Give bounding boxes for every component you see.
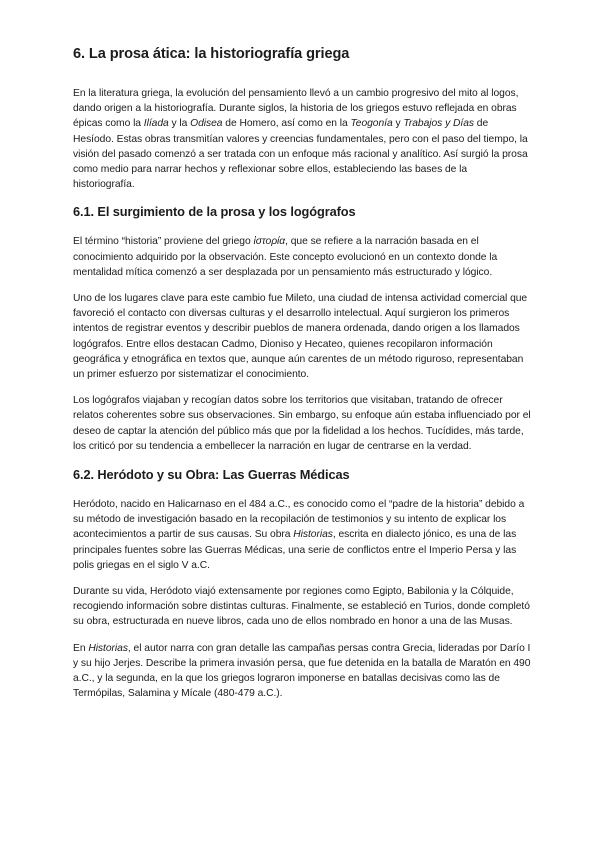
greek-term: ἱστορία: [253, 236, 286, 248]
text-run: El término “historia” proviene del griego: [73, 236, 254, 248]
text-run: , escrita en dialecto jónico, es una de las principales fuentes sobre las Guerras Médicas, una serie de conflictos entre el Imperio Persa y las polis griegas en el siglo V a.C.: [73, 529, 517, 571]
paragraph-herodoto: [73, 497, 531, 573]
paragraph-campanas: [73, 641, 531, 702]
text-run: En la literatura griega, la evolución del pensamiento llevó a un cambio progresivo del mito al logos, dando origen a la historiografía. Durante siglos, la historia de los griegos estuvo reflejada en obras épicas como la: [73, 88, 519, 130]
italic-title-historias: Historias: [293, 529, 333, 541]
paragraph-historia-term: [73, 234, 531, 280]
text-run: Heródoto, nacido en Halicarnaso en el 484 a.C., es conocido como el “padre de la historia” debido a su método de investigación basado en la recopilación de testimonios y su intento de explicar los acontecimientos a partir de sus causas. Su obra: [73, 499, 525, 541]
paragraph-viajes: Durante su vida, Heródoto viajó extensamente por regiones como Egipto, Babilonia y la Cólquide, recogiendo información sobre distintas culturas. Finalmente, se estableció en Turios, donde completó su obra, estructurada en nueve libros, cada uno de ellos nombrado en honor a una de las Musas.: [73, 586, 530, 628]
italic-title-historias: Historias: [88, 642, 128, 654]
italic-title-iliada: Ilíada: [143, 118, 169, 130]
text-run: En: [73, 642, 89, 654]
document-page: [73, 44, 531, 713]
paragraph-mileto: Uno de los lugares clave para este cambio fue Mileto, una ciudad de intensa actividad comercial que favoreció el contacto con diversas culturas y el desarrollo intelectual. Aquí surgieron los primeros intentos de registrar eventos y describir pueblos de manera ordenada, dando origen a los llamados logógrafos. Entre ellos destacan Cadmo, Dioniso y Hecateo, quienes recopilaron información geográfica y etnográfica en textos que, aunque aún carentes de un método riguroso, representaban un primer esfuerzo por sistematizar el conocimiento.: [73, 293, 528, 381]
text-run: , que se refiere a la narración basada en el conocimiento adquirido por la observación. Este concepto evolucionó en un contexto donde la mentalidad mítica comenzó a ser desplazada por un pensamiento más estructurado y lógico.: [73, 236, 498, 278]
italic-title-trabajos: Trabajos y Días: [403, 118, 474, 130]
italic-title-odisea: Odisea: [190, 118, 223, 130]
text-run: de Hesíodo. Estas obras transmitían valores y creencias fundamentales, pero con el paso del tiempo, la visión del pasado comenzó a ser tratada con un enfoque más racional y analítico. Así surgió la prosa como medio para narrar hechos y reflexionar sobre ellos, estableciendo las bases de la historiografía.: [73, 118, 528, 191]
text-run: , el autor narra con gran detalle las campañas persas contra Grecia, lideradas por Darío I y su hijo Jerjes. Describe la primera invasión persa, que fue detenida en la batalla de Maratón en 490 a.C., y la segunda, en la que los griegos lograron imponerse en batallas decisivas como las de Termópilas, Salamina y Mícale (480-479 a.C.).: [73, 642, 531, 700]
text-run: y: [392, 118, 404, 130]
italic-title-teogonia: Teogonía: [350, 118, 393, 130]
subsection-title-6-2: 6.2. Heródoto y su Obra: Las Guerras Médicas: [73, 467, 350, 483]
text-run: y la: [168, 118, 191, 130]
text-run: de Homero, así como en la: [222, 118, 351, 130]
intro-paragraph: [73, 86, 531, 192]
paragraph-logografos: Los logógrafos viajaban y recogían datos sobre los territorios que visitaban, tratando de ofrecer relatos coherentes sobre sus observaciones. Sin embargo, su enfoque aún estaba influenciado por el deseo de captar la atención del público más que por la fidelidad a los hechos. Tucídides, más tarde, los criticó por su tendencia a embellecer la narración en lugar de centrarse en la verdad.: [73, 395, 531, 452]
section-title: 6. La prosa ática: la historiografía griega: [73, 46, 350, 62]
subsection-title-6-1: 6.1. El surgimiento de la prosa y los logógrafos: [73, 204, 356, 220]
